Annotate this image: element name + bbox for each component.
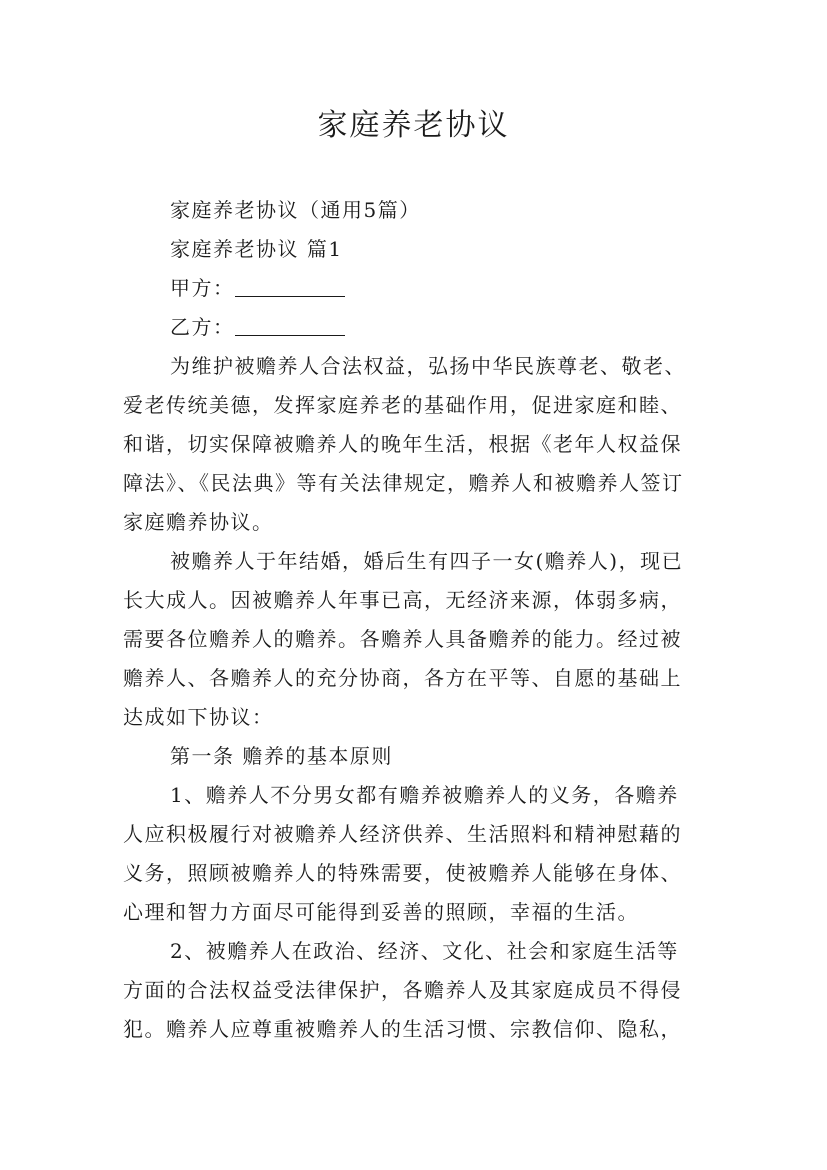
paragraph-line: 长大成人。因被赡养人年事已高，无经济来源，体弱多病，	[123, 588, 682, 612]
paragraph-line: 人应积极履行对被赡养人经济供养、生活照料和精神慰藉的	[123, 822, 682, 846]
document-body	[123, 191, 713, 1049]
paragraph-line: 和谐，切实保障被赡养人的晚年生活，根据《老年人权益保	[123, 432, 682, 456]
paragraph-line: 第一条 赡养的基本原则	[170, 744, 393, 768]
paragraph-line: 义务，照顾被赡养人的特殊需要，使被赡养人能够在身体、	[123, 861, 682, 885]
document-subtitle: 家庭养老协议（通用5篇）	[170, 198, 421, 222]
paragraph-line: 需要各位赡养人的赡养。各赡养人具备赡养的能力。经过被	[123, 627, 682, 651]
paragraph-line: 心理和智力方面尽可能得到妥善的照顾，幸福的生活。	[123, 900, 639, 924]
paragraph-lines	[123, 347, 713, 1049]
party-b-label: 乙方：	[170, 315, 235, 339]
party-b-blank	[235, 313, 345, 336]
paragraph-line: 被赡养人于年结婚，婚后生有四子一女(赡养人)，现已	[170, 549, 684, 573]
paragraph-line: 方面的合法权益受法律保护，各赡养人及其家庭成员不得侵	[123, 978, 682, 1002]
section-heading: 家庭养老协议 篇1	[170, 237, 343, 261]
party-a-line	[123, 269, 713, 308]
paragraph-line: 家庭赡养协议。	[123, 510, 274, 534]
paragraph-line: 达成如下协议：	[123, 705, 274, 729]
paragraph-line: 2、被赡养人在政治、经济、文化、社会和家庭生活等	[170, 939, 679, 963]
paragraph-line: 爱老传统美德，发挥家庭养老的基础作用，促进家庭和睦、	[123, 393, 682, 417]
paragraph-line: 为维护被赡养人合法权益，弘扬中华民族尊老、敬老、	[170, 354, 686, 378]
party-b-line	[123, 308, 713, 347]
paragraph-line: 障法》、《民法典》等有关法律规定，赡养人和被赡养人签订	[123, 471, 684, 495]
party-a-blank	[235, 274, 345, 297]
document-title: 家庭养老协议	[317, 108, 510, 143]
paragraph-line: 1、赡养人不分男女都有赡养被赡养人的义务，各赡养	[170, 783, 679, 807]
party-a-label: 甲方：	[170, 276, 235, 300]
paragraph-line: 犯。赡养人应尊重被赡养人的生活习惯、宗教信仰、隐私，	[123, 1017, 682, 1041]
paragraph-line: 赡养人、各赡养人的充分协商，各方在平等、自愿的基础上	[123, 666, 682, 690]
